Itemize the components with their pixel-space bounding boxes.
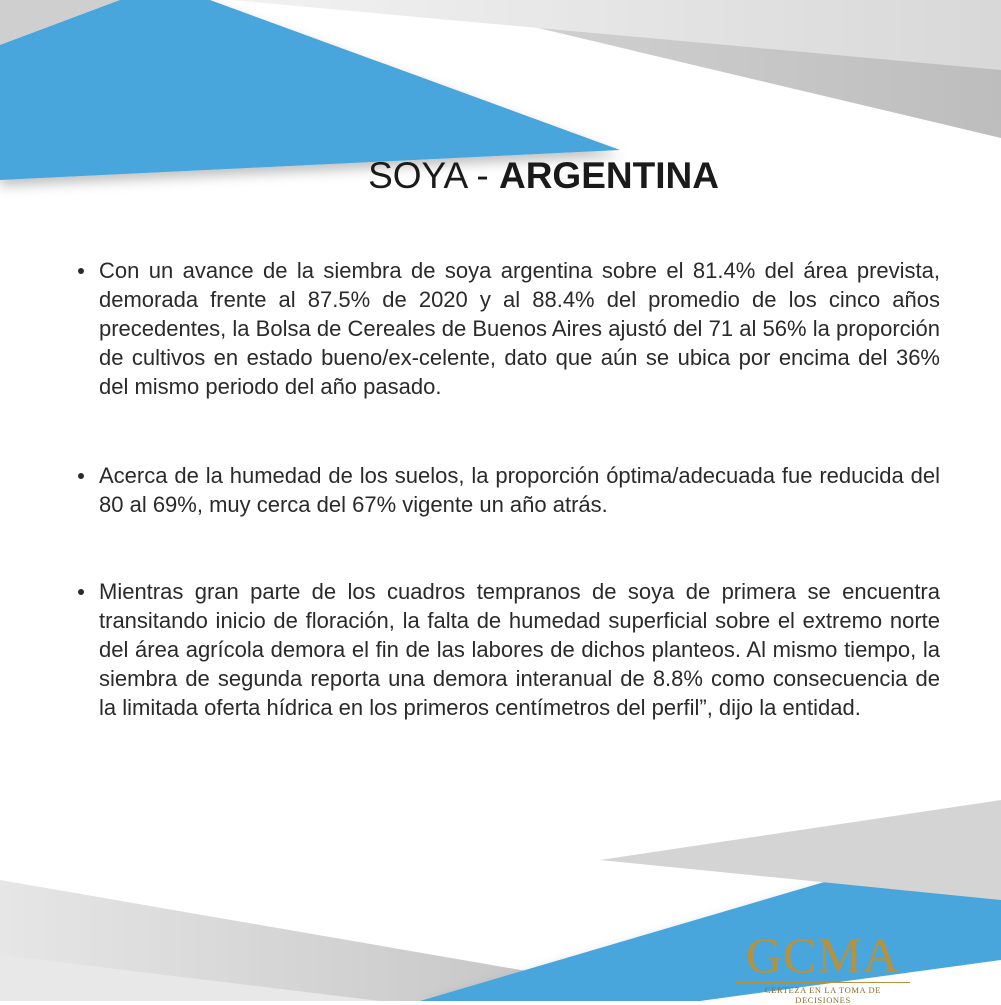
- bullet-icon: [78, 268, 84, 274]
- logo-mark: GCMA: [745, 927, 901, 983]
- bullet-text: Con un avance de la siembra de soya argentina sobre el 81.4% del área prevista, demorada frente al 87.5% de 2020 y al 88.4% del promedio de los cinco años precedentes, la Bolsa de Cereales de Buenos Aires ajustó del 71 al 56% la proporción de cultivos en estado bueno/ex-celente, dato que aún se ubica por encima del 36% del mismo periodo del año pasado.: [99, 258, 940, 399]
- logo-tagline: CERTEZA EN LA TOMA DE DECISIONES: [736, 982, 910, 1005]
- bullet-text: Mientras gran parte de los cuadros tempranos de soya de primera se encuentra transitando inicio de floración, la falta de humedad superficial sobre el extremo norte del área agrícola demora el fin de las labores de dichos planteos. Al mismo tiempo, la siembra de segunda reporta una demora interanual de 8.8% como consecuencia de la limitada oferta hídrica en los primeros centímetros del perfil”, dijo la entidad.: [99, 579, 940, 720]
- title-light: SOYA -: [368, 155, 499, 196]
- bottom-gray-corner: [600, 800, 1001, 900]
- page-title: [0, 155, 1001, 197]
- list-item: [78, 577, 940, 722]
- bullet-list: [78, 256, 940, 722]
- gcma-logo: [728, 927, 918, 1005]
- list-item: [78, 256, 940, 401]
- bullet-text: Acerca de la humedad de los suelos, la proporción óptima/adecuada fue reducida del 80 al 69%, muy cerca del 67% vigente un año atrás.: [99, 463, 940, 517]
- bullet-icon: [78, 589, 84, 595]
- title-bold: ARGENTINA: [498, 155, 719, 196]
- top-blue-band: [0, 0, 620, 180]
- bullet-icon: [78, 473, 84, 479]
- list-item: [78, 461, 940, 519]
